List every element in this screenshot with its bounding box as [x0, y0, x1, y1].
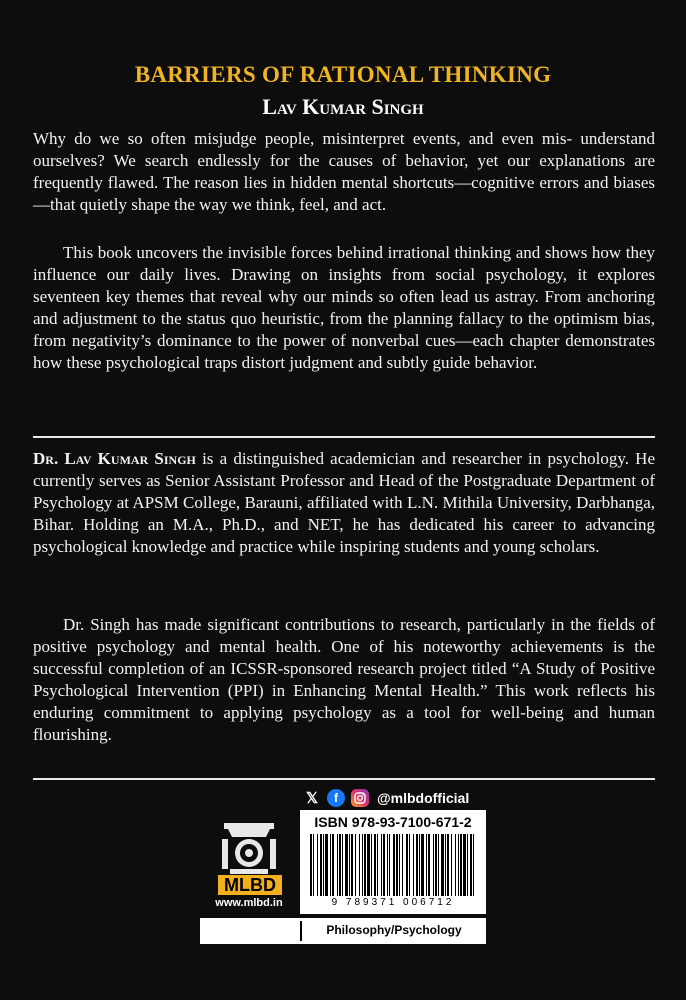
barcode-bar	[317, 834, 318, 896]
barcode-bar	[409, 834, 410, 896]
barcode-bar	[467, 834, 468, 896]
barcode-bar	[421, 834, 424, 896]
publisher-logo-text: MLBD	[218, 875, 282, 895]
blurb-paragraph-2: This book uncovers the invisible forces behind irrational thinking and shows how they influence our daily lives. Drawing on insights from social psychology, it explores seventeen key themes that reveal why our minds so often lead us astray. From anchoring and adjustment to the status quo heuristic, from the planning fallacy to the optimism bias, from negativity’s dominance to the power of nonverbal cues—each chapter demonstrates how these psychological traps distort judgment and subtly guide behavior.	[33, 243, 655, 372]
category-divider	[300, 921, 302, 941]
facebook-icon: f	[327, 789, 345, 807]
barcode-bar	[406, 834, 408, 896]
barcode-bar	[325, 834, 328, 896]
social-handle: @mlbdofficial	[377, 790, 470, 806]
barcode-bar	[342, 834, 343, 896]
social-links	[303, 788, 469, 808]
barcode-bar	[320, 834, 322, 896]
barcode-bar	[362, 834, 363, 896]
barcode-bar	[419, 834, 420, 896]
barcode-bar	[393, 834, 395, 896]
author-bio-paragraph-1	[33, 448, 655, 558]
barcode-bar	[413, 834, 414, 896]
author-bio-text: is a distinguished academician and researcher in psychology. He currently serves as Senior Assistant Professor and Head of the Postgraduate Department of Psychology at APSM College, Barauni, affiliated with L.N. Mithila University, Darbhanga, Bihar. Holding an M.A., Ph.D., and NET, he has dedicated his career to advancing psychological knowledge and practice while inspiring students and young scholars.	[33, 449, 655, 556]
isbn-label: ISBN 978-93-7100-671-2	[314, 814, 472, 830]
barcode-digits: 9 789371 006712	[331, 897, 455, 908]
barcode-bar	[330, 834, 331, 896]
barcode-bar	[351, 834, 353, 896]
barcode-bar	[310, 834, 312, 896]
barcode-bar	[337, 834, 338, 896]
divider	[33, 778, 655, 780]
book-author: Lav Kumar Singh	[262, 94, 424, 119]
barcode-bar	[426, 834, 427, 896]
book-title: BARRIERS OF RATIONAL THINKING	[134, 62, 552, 87]
barcode-bar	[389, 834, 390, 896]
author-bio-paragraph-2: Dr. Singh has made significant contributions to research, particularly in the fields of positive psychology and mental health. One of his noteworthy achievements is the successful completion of an ICSSR-sponsored research project titled “A Study of Positive Psychological Intervention (PPI) in Enhancing Mental Health.” This work reflects his enduring commitment to applying psychology as a tool for well-being and human flourishing.	[33, 615, 655, 744]
x-icon: 𝕏	[305, 790, 319, 807]
instagram-icon	[351, 789, 369, 807]
barcode-bar	[345, 834, 348, 896]
barcode-bar	[359, 834, 360, 896]
author-bio-name: Dr. Lav Kumar Singh	[33, 449, 196, 468]
barcode-bar	[445, 834, 446, 896]
barcode-bar	[451, 834, 452, 896]
barcode-bar	[399, 834, 400, 896]
category-label: Philosophy/Psychology	[326, 923, 462, 937]
category-box	[200, 918, 486, 944]
barcode-bar	[313, 834, 314, 896]
barcode-bar	[323, 834, 324, 896]
barcode-bar	[374, 834, 376, 896]
barcode-bar	[377, 834, 378, 896]
barcode-bar	[367, 834, 370, 896]
barcode-bar	[332, 834, 334, 896]
barcode-bar	[381, 834, 382, 896]
barcode-bar	[455, 834, 456, 896]
isbn-barcode	[300, 810, 486, 914]
barcode-bar	[438, 834, 439, 896]
barcode-bar	[396, 834, 398, 896]
publisher-url: www.mlbd.in	[215, 897, 283, 909]
barcode-bar	[364, 834, 366, 896]
barcode-bar	[458, 834, 459, 896]
barcode-bar	[387, 834, 388, 896]
barcode-bar	[435, 834, 437, 896]
barcode-bar	[383, 834, 385, 896]
barcode-bar	[460, 834, 462, 896]
barcode-bar	[470, 834, 472, 896]
publisher-logo	[206, 817, 292, 911]
barcode-bars	[310, 834, 476, 896]
barcode-bar	[355, 834, 356, 896]
divider	[33, 436, 655, 438]
barcode-bar	[433, 834, 434, 896]
barcode-bar	[441, 834, 444, 896]
barcode-bar	[416, 834, 418, 896]
barcode-bar	[349, 834, 350, 896]
barcode-bar	[371, 834, 372, 896]
barcode-bar	[428, 834, 430, 896]
barcode-bar	[447, 834, 449, 896]
barcode-bar	[402, 834, 403, 896]
barcode-bar	[463, 834, 466, 896]
publisher-emblem-icon	[216, 817, 282, 877]
barcode-bar	[473, 834, 474, 896]
blurb-paragraph-1: Why do we so often misjudge people, misinterpret events, and even mis- understand ourselves? We search endlessly for the causes of behavior, yet our explanations are frequently flawed. The reason lies in hidden mental shortcuts—cognitive errors and biases—that quietly shape the way we think, feel, and act.	[33, 129, 655, 214]
barcode-bar	[339, 834, 341, 896]
